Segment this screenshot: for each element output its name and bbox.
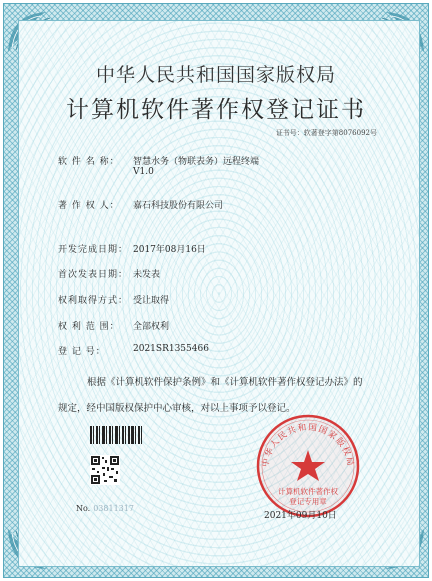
field-rights-scope <box>58 319 358 333</box>
seal-center-line-1: 计算机软件著作权 <box>278 487 338 496</box>
field-label: 著 作 权 人： <box>58 201 120 211</box>
certificate-title: 计算机软件著作权登记证书 <box>66 97 366 123</box>
field-value-version: V1.0 <box>133 167 154 177</box>
field-value: 智慧水务（物联表务）远程终端 <box>133 157 260 167</box>
qr-code-icon <box>90 455 120 485</box>
issuer-title: 中华人民共和国国家版权局 <box>95 64 336 86</box>
field-software-name <box>58 154 358 178</box>
field-value: 2021SR1355466 <box>133 344 209 354</box>
seal-arc-text: 中华人民共和国国家版权局 <box>260 422 356 468</box>
official-seal-icon <box>254 412 362 520</box>
serial-number <box>76 504 134 513</box>
field-label: 权利取得方式： <box>58 296 129 306</box>
field-value: 全部权利 <box>133 322 170 332</box>
field-copyright-owner <box>58 198 358 212</box>
field-publication-date <box>58 267 358 281</box>
field-label: 权 利 范 围： <box>58 322 120 332</box>
field-label: 软 件 名 称： <box>58 157 120 167</box>
field-value: 受让取得 <box>133 296 170 306</box>
field-completion-date <box>58 242 358 256</box>
barcode-icon <box>90 426 142 444</box>
field-acquisition-method <box>58 293 358 307</box>
field-label: 开发完成日期： <box>58 245 129 255</box>
field-label: 首次发表日期： <box>58 270 129 280</box>
field-registration-number <box>58 344 358 358</box>
statement-line-1: 根据《计算机软件保护条例》和《计算机软件著作权登记办法》的 <box>87 377 363 388</box>
field-label: 登 记 号： <box>58 347 106 357</box>
field-value: 2017年08月16日 <box>133 245 206 255</box>
seal-center-line-2: 登记专用章 <box>289 497 327 506</box>
issue-date: 2021年09月10日 <box>264 511 337 521</box>
field-value: 未发表 <box>133 270 161 280</box>
guilloche-border <box>3 3 429 578</box>
field-value: 嘉石科技股份有限公司 <box>133 201 224 211</box>
serial-label: No. <box>76 504 91 513</box>
statement-line-2: 规定，经中国版权保护中心审核，对以上事项予以登记。 <box>58 403 296 414</box>
serial-value: 03811317 <box>93 504 134 513</box>
certificate-number: 证书号：软著登字第8076092号 <box>275 129 377 137</box>
